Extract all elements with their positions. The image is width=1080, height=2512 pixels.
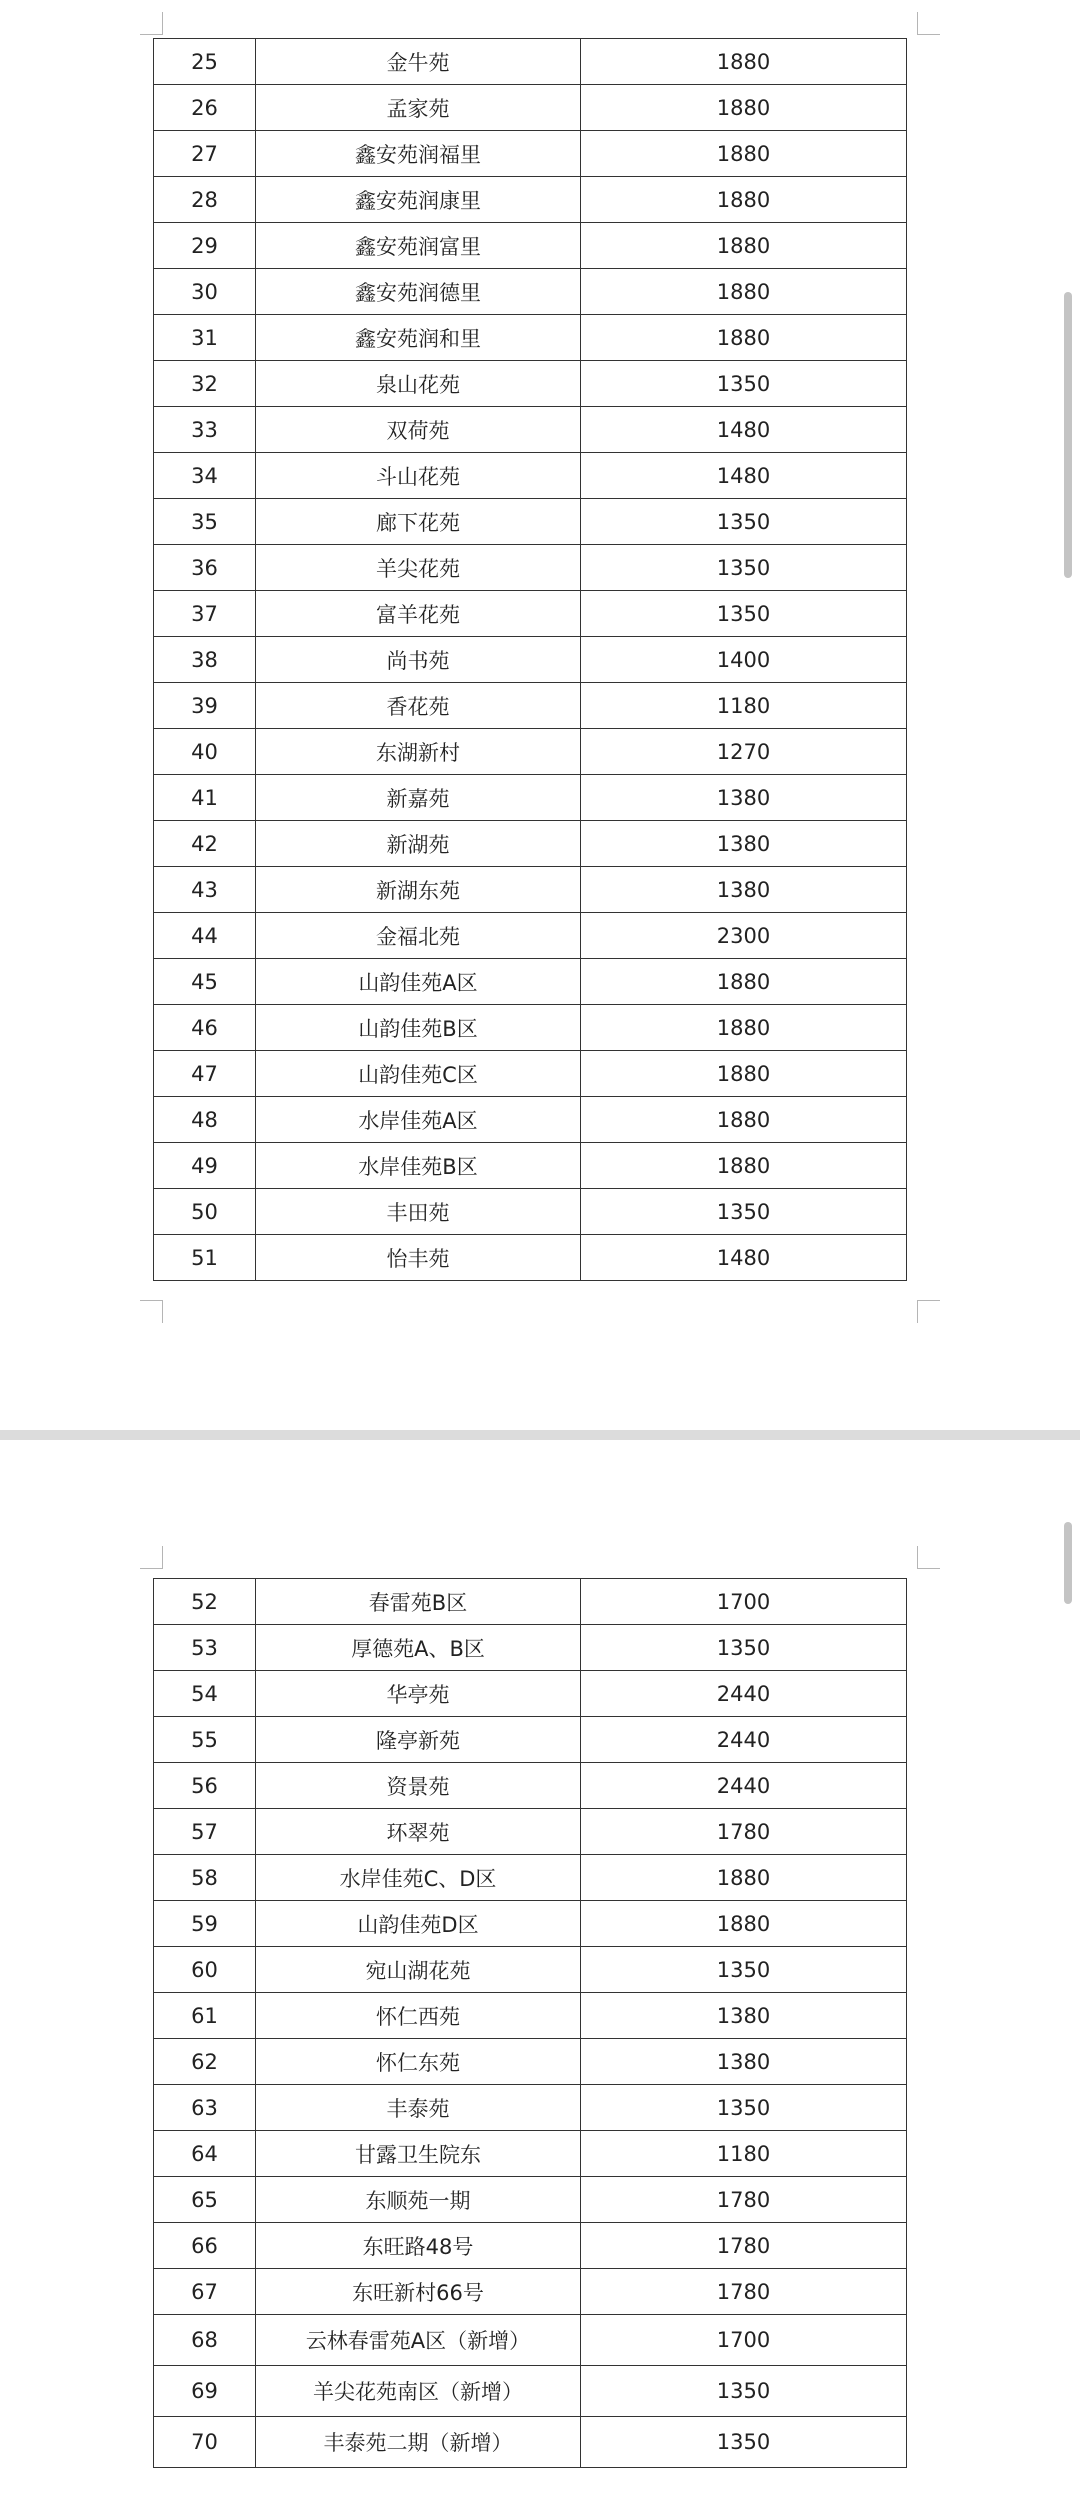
value-cell: 1880 [581,269,907,315]
community-name-cell: 孟家苑 [256,85,581,131]
data-table-page-2 [153,1578,907,2468]
table-row [154,913,907,959]
margin-corner-top-right [917,1546,940,1569]
row-number-cell: 29 [154,223,256,269]
community-name-cell: 尚书苑 [256,637,581,683]
row-number-cell: 54 [154,1671,256,1717]
community-name-cell: 东湖新村 [256,729,581,775]
row-number-cell: 57 [154,1809,256,1855]
page-separator [0,1430,1080,1440]
table-row [154,1993,907,2039]
table-row [154,2315,907,2366]
row-number-cell: 56 [154,1763,256,1809]
community-name-cell: 怀仁东苑 [256,2039,581,2085]
table-row [154,867,907,913]
community-name-cell: 水岸佳苑C、D区 [256,1855,581,1901]
value-cell: 1350 [581,2085,907,2131]
community-name-cell: 丰泰苑二期（新增） [256,2417,581,2468]
row-number-cell: 42 [154,821,256,867]
community-name-cell: 甘露卫生院东 [256,2131,581,2177]
table-row [154,1763,907,1809]
value-cell: 2440 [581,1763,907,1809]
community-name-cell: 厚德苑A、B区 [256,1625,581,1671]
value-cell: 1350 [581,2417,907,2468]
table-row [154,1625,907,1671]
value-cell: 1350 [581,545,907,591]
community-name-cell: 羊尖花苑南区（新增） [256,2366,581,2417]
row-number-cell: 35 [154,499,256,545]
community-name-cell: 新嘉苑 [256,775,581,821]
table-row [154,821,907,867]
community-name-cell: 金牛苑 [256,39,581,85]
table-row [154,591,907,637]
community-name-cell: 山韵佳苑A区 [256,959,581,1005]
row-number-cell: 43 [154,867,256,913]
value-cell: 1880 [581,1855,907,1901]
row-number-cell: 27 [154,131,256,177]
value-cell: 1780 [581,1809,907,1855]
table-row [154,2269,907,2315]
value-cell: 1350 [581,499,907,545]
community-name-cell: 怡丰苑 [256,1235,581,1281]
value-cell: 1270 [581,729,907,775]
value-cell: 1180 [581,683,907,729]
row-number-cell: 51 [154,1235,256,1281]
community-name-cell: 香花苑 [256,683,581,729]
row-number-cell: 55 [154,1717,256,1763]
value-cell: 1350 [581,591,907,637]
row-number-cell: 63 [154,2085,256,2131]
row-number-cell: 60 [154,1947,256,1993]
row-number-cell: 64 [154,2131,256,2177]
community-name-cell: 丰田苑 [256,1189,581,1235]
scrollbar-thumb[interactable] [1064,292,1072,578]
table-row [154,315,907,361]
row-number-cell: 26 [154,85,256,131]
value-cell: 1180 [581,2131,907,2177]
value-cell: 1880 [581,959,907,1005]
community-name-cell: 隆亭新苑 [256,1717,581,1763]
table-row [154,407,907,453]
community-name-cell: 环翠苑 [256,1809,581,1855]
value-cell: 1880 [581,1051,907,1097]
value-cell: 1780 [581,2269,907,2315]
community-name-cell: 斗山花苑 [256,453,581,499]
table-row [154,775,907,821]
value-cell: 1480 [581,453,907,499]
value-cell: 1350 [581,1189,907,1235]
table-row [154,361,907,407]
community-name-cell: 新湖东苑 [256,867,581,913]
row-number-cell: 62 [154,2039,256,2085]
community-name-cell: 泉山花苑 [256,361,581,407]
row-number-cell: 67 [154,2269,256,2315]
value-cell: 1480 [581,407,907,453]
table-row [154,637,907,683]
table-row [154,2085,907,2131]
row-number-cell: 66 [154,2223,256,2269]
table-row [154,2366,907,2417]
community-name-cell: 云林春雷苑A区（新增） [256,2315,581,2366]
table-row [154,39,907,85]
table-row [154,1901,907,1947]
table-row [154,1235,907,1281]
margin-corner-top-left [140,12,163,35]
value-cell: 1350 [581,1947,907,1993]
table-row [154,683,907,729]
community-name-cell: 怀仁西苑 [256,1993,581,2039]
value-cell: 1350 [581,1625,907,1671]
value-cell: 2440 [581,1671,907,1717]
community-name-cell: 水岸佳苑A区 [256,1097,581,1143]
scrollbar-thumb[interactable] [1064,1522,1072,1604]
row-number-cell: 50 [154,1189,256,1235]
community-name-cell: 金福北苑 [256,913,581,959]
row-number-cell: 37 [154,591,256,637]
margin-corner-bottom-right [917,1300,940,1323]
value-cell: 1880 [581,1005,907,1051]
table-row [154,2417,907,2468]
community-name-cell: 宛山湖花苑 [256,1947,581,1993]
community-name-cell: 双荷苑 [256,407,581,453]
table-row [154,729,907,775]
row-number-cell: 70 [154,2417,256,2468]
row-number-cell: 32 [154,361,256,407]
row-number-cell: 49 [154,1143,256,1189]
community-name-cell: 丰泰苑 [256,2085,581,2131]
value-cell: 1380 [581,775,907,821]
value-cell: 2440 [581,1717,907,1763]
community-name-cell: 新湖苑 [256,821,581,867]
value-cell: 1380 [581,2039,907,2085]
value-cell: 1380 [581,867,907,913]
row-number-cell: 58 [154,1855,256,1901]
margin-corner-top-left [140,1546,163,1569]
community-name-cell: 水岸佳苑B区 [256,1143,581,1189]
row-number-cell: 38 [154,637,256,683]
row-number-cell: 48 [154,1097,256,1143]
value-cell: 1780 [581,2223,907,2269]
row-number-cell: 41 [154,775,256,821]
value-cell: 1780 [581,2177,907,2223]
community-name-cell: 山韵佳苑D区 [256,1901,581,1947]
value-cell: 1350 [581,2366,907,2417]
community-name-cell: 资景苑 [256,1763,581,1809]
value-cell: 1380 [581,1993,907,2039]
table-row [154,2131,907,2177]
table-row [154,1189,907,1235]
table-row [154,131,907,177]
row-number-cell: 47 [154,1051,256,1097]
community-name-cell: 鑫安苑润康里 [256,177,581,223]
table-row [154,2223,907,2269]
row-number-cell: 61 [154,1993,256,2039]
community-name-cell: 鑫安苑润德里 [256,269,581,315]
row-number-cell: 59 [154,1901,256,1947]
row-number-cell: 46 [154,1005,256,1051]
table-row [154,499,907,545]
community-name-cell: 东旺新村66号 [256,2269,581,2315]
value-cell: 1380 [581,821,907,867]
table-row [154,1143,907,1189]
community-name-cell: 鑫安苑润富里 [256,223,581,269]
data-table-page-1 [153,38,907,1281]
table-row [154,1855,907,1901]
row-number-cell: 39 [154,683,256,729]
value-cell: 1700 [581,1579,907,1625]
row-number-cell: 28 [154,177,256,223]
value-cell: 1880 [581,315,907,361]
table-row [154,959,907,1005]
row-number-cell: 65 [154,2177,256,2223]
community-name-cell: 东顺苑一期 [256,2177,581,2223]
table-row [154,545,907,591]
table-row [154,1579,907,1625]
row-number-cell: 31 [154,315,256,361]
value-cell: 1880 [581,39,907,85]
row-number-cell: 53 [154,1625,256,1671]
value-cell: 1880 [581,85,907,131]
community-name-cell: 鑫安苑润福里 [256,131,581,177]
value-cell: 1480 [581,1235,907,1281]
table-row [154,453,907,499]
table-row [154,1671,907,1717]
community-name-cell: 春雷苑B区 [256,1579,581,1625]
community-name-cell: 山韵佳苑B区 [256,1005,581,1051]
community-name-cell: 鑫安苑润和里 [256,315,581,361]
value-cell: 1880 [581,131,907,177]
row-number-cell: 30 [154,269,256,315]
table-row [154,1717,907,1763]
community-name-cell: 富羊花苑 [256,591,581,637]
table-row [154,223,907,269]
community-name-cell: 华亭苑 [256,1671,581,1717]
table-row [154,2177,907,2223]
row-number-cell: 36 [154,545,256,591]
community-name-cell: 廊下花苑 [256,499,581,545]
value-cell: 1700 [581,2315,907,2366]
value-cell: 1880 [581,177,907,223]
table-row [154,1809,907,1855]
row-number-cell: 69 [154,2366,256,2417]
value-cell: 1880 [581,223,907,269]
value-cell: 1880 [581,1901,907,1947]
row-number-cell: 68 [154,2315,256,2366]
table-row [154,269,907,315]
value-cell: 1880 [581,1097,907,1143]
row-number-cell: 45 [154,959,256,1005]
row-number-cell: 33 [154,407,256,453]
value-cell: 1350 [581,361,907,407]
row-number-cell: 52 [154,1579,256,1625]
table-row [154,1051,907,1097]
table-row [154,1947,907,1993]
table-row [154,2039,907,2085]
row-number-cell: 40 [154,729,256,775]
table-row [154,1097,907,1143]
margin-corner-bottom-left [140,1300,163,1323]
value-cell: 1880 [581,1143,907,1189]
row-number-cell: 25 [154,39,256,85]
table-row [154,1005,907,1051]
row-number-cell: 44 [154,913,256,959]
margin-corner-top-right [917,12,940,35]
row-number-cell: 34 [154,453,256,499]
community-name-cell: 羊尖花苑 [256,545,581,591]
value-cell: 2300 [581,913,907,959]
table-row [154,177,907,223]
table-row [154,85,907,131]
community-name-cell: 山韵佳苑C区 [256,1051,581,1097]
value-cell: 1400 [581,637,907,683]
community-name-cell: 东旺路48号 [256,2223,581,2269]
